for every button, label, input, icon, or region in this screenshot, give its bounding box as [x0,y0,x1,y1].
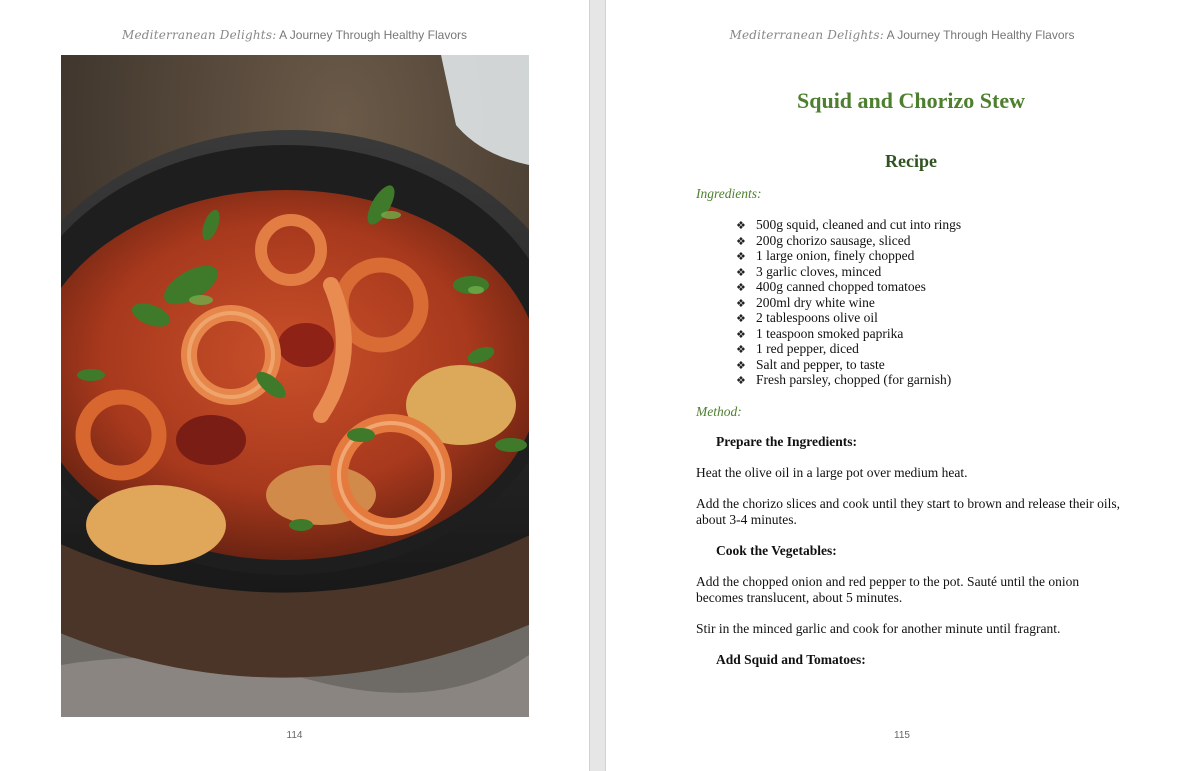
list-item: ❖ 3 garlic cloves, minced [736,264,961,280]
diamond-bullet-icon: ❖ [736,220,746,232]
diamond-bullet-icon: ❖ [736,313,746,325]
list-item: ❖ 1 red pepper, diced [736,341,961,357]
book-subtitle: A Journey Through Healthy Flavors [886,28,1075,42]
recipe-section-heading: Recipe [885,151,937,171]
method-paragraph: Stir in the minced garlic and cook for another minute until fragrant. [696,621,1061,636]
list-item: ❖ 400g canned chopped tomatoes [736,279,961,295]
step-heading: Prepare the Ingredients: [716,434,857,449]
method-label: Method: [696,404,742,419]
diamond-bullet-icon: ❖ [736,282,746,294]
list-item: ❖ 2 tablespoons olive oil [736,310,961,326]
diamond-bullet-icon: ❖ [736,328,746,341]
right-page [606,0,1198,771]
diamond-bullet-icon: ❖ [736,251,746,263]
list-item: ❖ 200g chorizo sausage, sliced [736,233,961,249]
page-number-left: 114 [286,730,303,741]
recipe-title: Squid and Chorizo Stew [796,88,1025,113]
running-header [606,28,1198,42]
method-paragraph: Add the chopped onion and red pepper to the pot. Sauté until the onion becomes translucent, about 5 minutes. [696,574,1080,605]
diamond-bullet-icon: ❖ [736,344,746,356]
list-item: ❖ Salt and pepper, to taste [736,357,961,373]
list-item: ❖ Fresh parsley, chopped (for garnish) [736,372,961,388]
ingredients-label: Ingredients: [696,186,762,201]
diamond-bullet-icon: ❖ [736,266,746,279]
diamond-bullet-icon: ❖ [736,375,746,387]
step-heading: Add Squid and Tomatoes: [716,652,866,667]
book-script-title: Mediterranean Delights: [122,28,277,42]
list-item: ❖ 200ml dry white wine [736,295,961,311]
diamond-bullet-icon: ❖ [736,235,746,248]
page-gutter [589,0,606,771]
page-number-right: 115 [894,730,910,741]
running-header [0,28,589,42]
list-item: ❖ 500g squid, cleaned and cut into rings [736,217,961,233]
book-script-title: Mediterranean Delights: [729,28,884,42]
diamond-bullet-icon: ❖ [736,359,746,372]
list-item: ❖ 1 large onion, finely chopped [736,248,961,264]
method-paragraph: Add the chorizo slices and cook until they start to brown and release their oils, about 3-4 minutes. [696,496,1121,527]
ingredients-list [736,217,961,388]
left-page [0,0,589,771]
recipe-photo [61,55,529,717]
list-item: ❖ 1 teaspoon smoked paprika [736,326,961,342]
diamond-bullet-icon: ❖ [736,297,746,310]
step-heading: Cook the Vegetables: [716,543,837,558]
book-subtitle: A Journey Through Healthy Flavors [279,28,467,42]
method-paragraph: Heat the olive oil in a large pot over medium heat. [696,465,968,480]
